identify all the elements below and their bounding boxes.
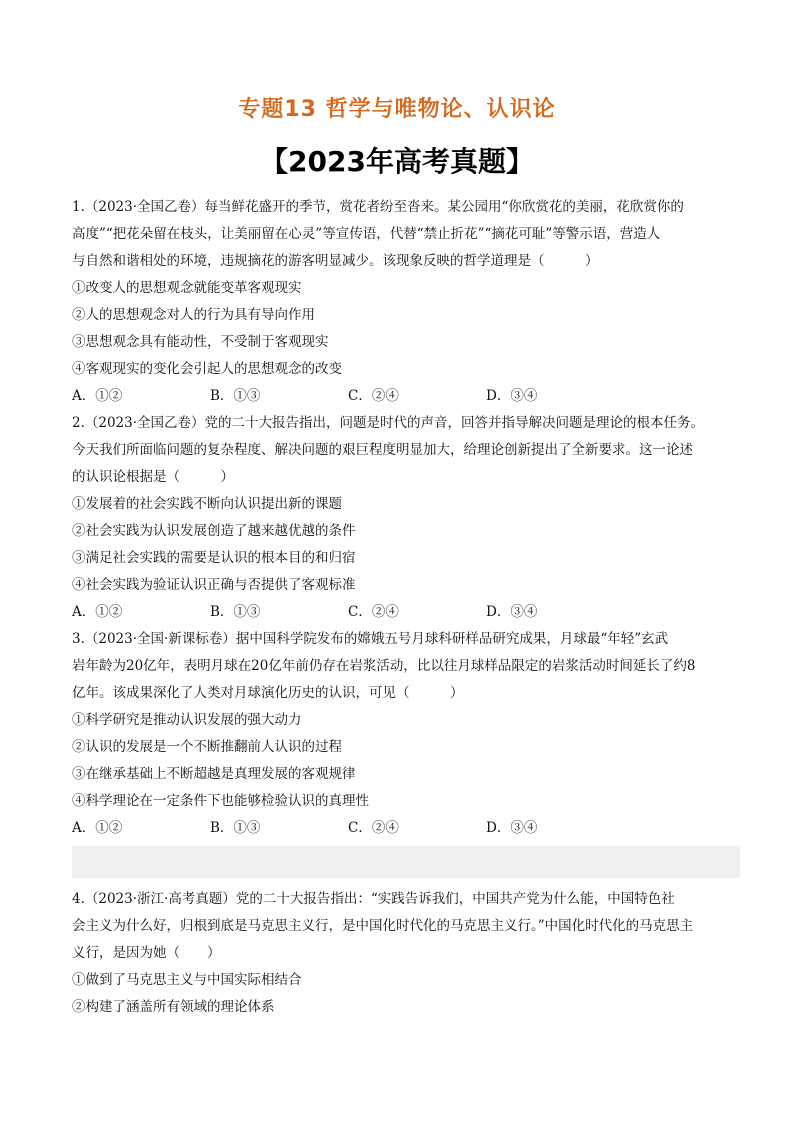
choice-d: D．③④ <box>486 604 538 620</box>
section-title: 【2023年高考真题】 <box>260 145 534 178</box>
choice-a: A．①② <box>72 388 123 404</box>
choice-d: D．③④ <box>486 820 538 836</box>
question-stem-line: 会主义为什么好，归根到底是马克思主义行，是中国化时代化的马克思主义行。”中国化时代化的马克思主 <box>72 918 694 934</box>
choice-b: B．①③ <box>210 604 261 620</box>
statement-option: ③思想观念具有能动性，不受制于客观现实 <box>72 334 329 350</box>
question-stem-line: 与自然和谐相处的环境，违规摘花的游客明显减少。该现象反映的哲学道理是（ ） <box>72 253 599 269</box>
statement-option: ②社会实践为认识发展创造了越来越优越的条件 <box>72 523 356 539</box>
statement-option: ②认识的发展是一个不断推翻前人认识的过程 <box>72 739 342 755</box>
question-3 <box>72 626 740 842</box>
question-1 <box>72 194 740 410</box>
question-2 <box>72 410 740 626</box>
question-stem-line: 高度”“把花朵留在枝头，让美丽留在心灵”等宣传语，代替“禁止折花”“摘花可耻”等警示语，营造人 <box>72 226 661 242</box>
statement-option: ①科学研究是推动认识发展的强大动力 <box>72 712 302 728</box>
statement-option: ④科学理论在一定条件下也能够检验认识的真理性 <box>72 793 369 809</box>
question-stem-line: 4.（2023·浙江·高考真题）党的二十大报告指出：“实践告诉我们，中国共产党为什么能，中国特色社 <box>72 891 675 907</box>
choice-a: A．①② <box>72 820 123 836</box>
choice-b: B．①③ <box>210 388 261 404</box>
question-stem-line: 1.（2023·全国乙卷）每当鲜花盛开的季节，赏花者纷至沓来。某公园用“你欣赏花的美丽，花欣赏你的 <box>72 199 684 215</box>
answer-choices <box>72 815 740 842</box>
separator-band <box>72 846 740 878</box>
question-stem-line: 3.（2023·全国·新课标卷）据中国科学院发布的嫦娥五号月球科研样品研究成果，月球最“年轻”玄武 <box>72 631 669 647</box>
question-stem-line: 今天我们所面临问题的复杂程度、解决问题的艰巨程度明显加大，给理论创新提出了全新要求。这一论述 <box>72 442 693 458</box>
question-4 <box>72 886 740 1021</box>
statement-option: ③满足社会实践的需要是认识的根本目的和归宿 <box>72 550 356 566</box>
choice-b: B．①③ <box>210 820 261 836</box>
question-stem-line: 义行，是因为她（ ） <box>72 945 221 961</box>
statement-option: ③在继承基础上不断超越是真理发展的客观规律 <box>72 766 356 782</box>
topic-title: 专题13 哲学与唯物论、认识论 <box>238 97 556 122</box>
choice-d: D．③④ <box>486 388 538 404</box>
question-stem-line: 岩年龄为20亿年，表明月球在20亿年前仍存在岩浆活动，比以往月球样品限定的岩浆活动时间延长了约8 <box>72 658 696 674</box>
choice-a: A．①② <box>72 604 123 620</box>
answer-choices <box>72 383 740 410</box>
question-stem-line: 亿年。该成果深化了人类对月球演化历史的认识，可见（ ） <box>72 685 464 701</box>
question-stem-line: 2.（2023·全国乙卷）党的二十大报告指出，问题是时代的声音，回答并指导解决问题是理论的根本任务。 <box>72 415 705 431</box>
answer-choices <box>72 599 740 626</box>
choice-c: C．②④ <box>348 604 399 620</box>
question-stem-line: 的认识论根据是（ ） <box>72 469 234 485</box>
statement-option: ④社会实践为验证认识正确与否提供了客观标准 <box>72 577 356 593</box>
statement-option: ①改变人的思想观念就能变革客观现实 <box>72 280 302 296</box>
choice-c: C．②④ <box>348 388 399 404</box>
choice-c: C．②④ <box>348 820 399 836</box>
statement-option: ②人的思想观念对人的行为具有导向作用 <box>72 307 315 323</box>
statement-option: ①做到了马克思主义与中国实际相结合 <box>72 972 302 988</box>
statement-option: ②构建了涵盖所有领域的理论体系 <box>72 999 275 1015</box>
statement-option: ①发展着的社会实践不断向认识提出新的课题 <box>72 496 342 512</box>
question-list <box>72 194 740 1021</box>
statement-option: ④客观现实的变化会引起人的思想观念的改变 <box>72 361 342 377</box>
